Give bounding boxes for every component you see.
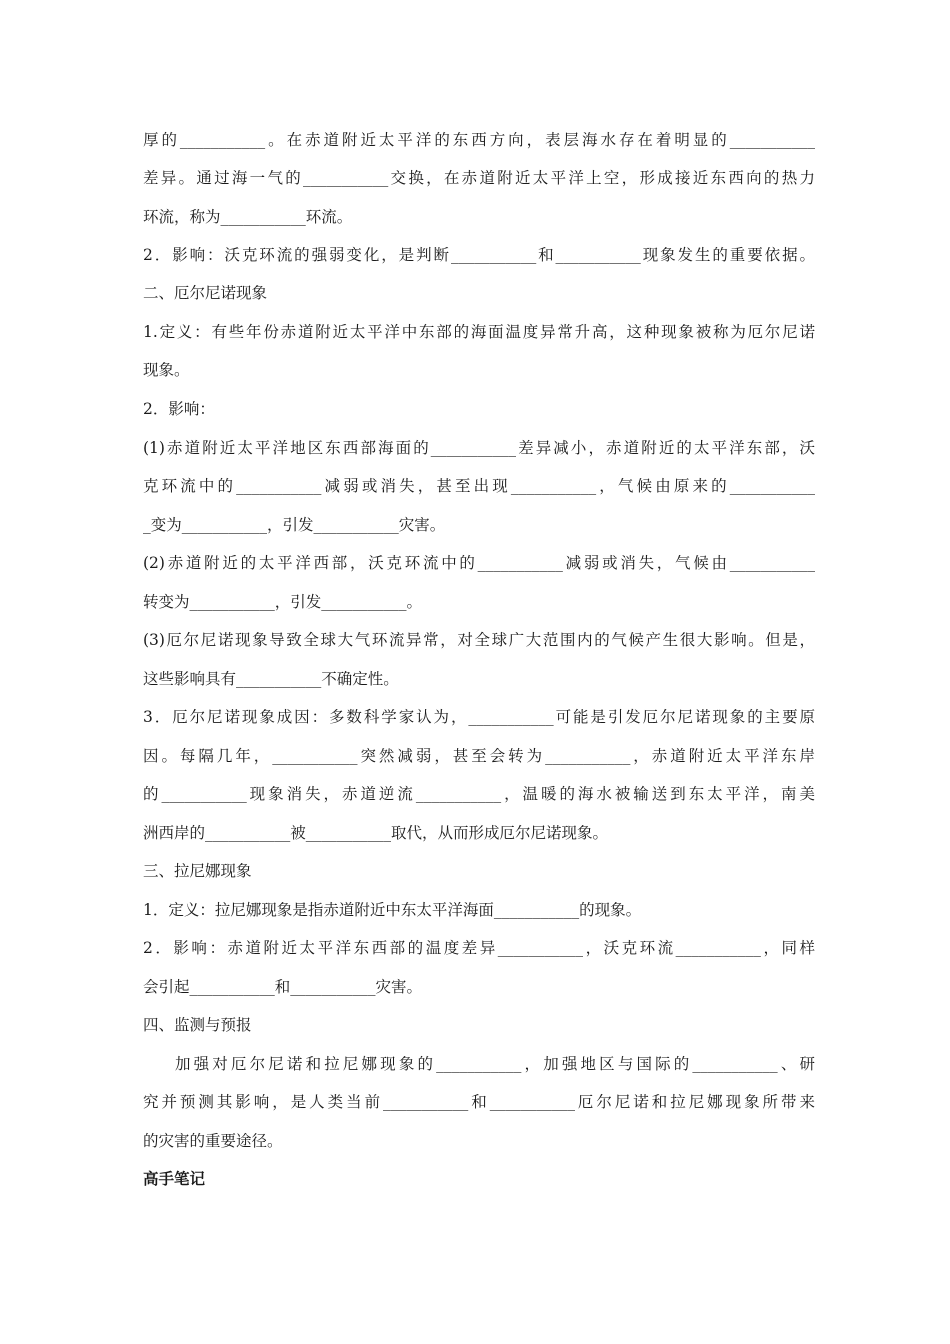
text-line: 差异。通过海一气的___________交换，在赤道附近太平洋上空，形成接近东西向的热力 [143, 169, 815, 187]
text-line: 厚的___________。在赤道附近太平洋的东西方向，表层海水存在着明显的___________ [143, 131, 815, 149]
notes-heading: 高手笔记 [143, 1170, 206, 1188]
text-line: 转变为___________，引发___________。 [143, 593, 423, 611]
text-line: 的___________现象消失，赤道逆流___________，温暖的海水被输送到东太平洋，南美 [143, 785, 815, 803]
text-line: 这些影响具有___________不确定性。 [143, 670, 399, 688]
text-line: 2．影响：沃克环流的强弱变化，是判断___________和___________现象发生的重要依据。 [143, 246, 815, 264]
text-line: 的灾害的重要途径。 [143, 1132, 283, 1150]
text-line: 1.定义：有些年份赤道附近太平洋中东部的海面温度异常升高，这种现象被称为厄尔尼诺 [143, 323, 815, 341]
text-line: 现象。 [143, 361, 190, 379]
section-heading: 四、监测与预报 [143, 1016, 252, 1034]
text-line: 加强对厄尔尼诺和拉尼娜现象的___________，加强地区与国际的___________、研 [175, 1055, 815, 1073]
text-line: _变为___________，引发___________灾害。 [143, 516, 446, 534]
text-line: (1)赤道附近太平洋地区东西部海面的___________差异减小，赤道附近的太平洋东部，沃 [143, 439, 815, 457]
text-line: 环流，称为___________环流。 [143, 208, 353, 226]
text-line: 因。每隔几年，___________突然减弱，甚至会转为___________，赤道附近太平洋东岸 [143, 747, 815, 765]
section-heading: 二、厄尔尼诺现象 [143, 284, 268, 302]
text-line: 洲西岸的___________被___________取代，从而形成厄尔尼诺现象。 [143, 824, 609, 842]
text-line: 会引起___________和___________灾害。 [143, 978, 423, 996]
text-line: (2)赤道附近的太平洋西部，沃克环流中的___________减弱或消失，气候由___________ [143, 554, 815, 572]
section-heading: 三、拉尼娜现象 [143, 862, 252, 880]
text-line: 克环流中的___________减弱或消失，甚至出现___________，气候由原来的___________ [143, 477, 815, 495]
text-line: 3．厄尔尼诺现象成因：多数科学家认为，___________可能是引发厄尔尼诺现象的主要原 [143, 708, 815, 726]
text-line: (3)厄尔尼诺现象导致全球大气环流异常，对全球广大范围内的气候产生很大影响。但是， [143, 631, 815, 649]
text-line: 2．影响：赤道附近太平洋东西部的温度差异___________，沃克环流___________，同样 [143, 939, 815, 957]
text-line: 究并预测其影响，是人类当前___________和___________厄尔尼诺和拉尼娜现象所带来 [143, 1093, 815, 1111]
text-line: 1．定义：拉尼娜现象是指赤道附近中东太平洋海面___________的现象。 [143, 901, 642, 919]
text-line: 2．影响： [143, 400, 215, 418]
